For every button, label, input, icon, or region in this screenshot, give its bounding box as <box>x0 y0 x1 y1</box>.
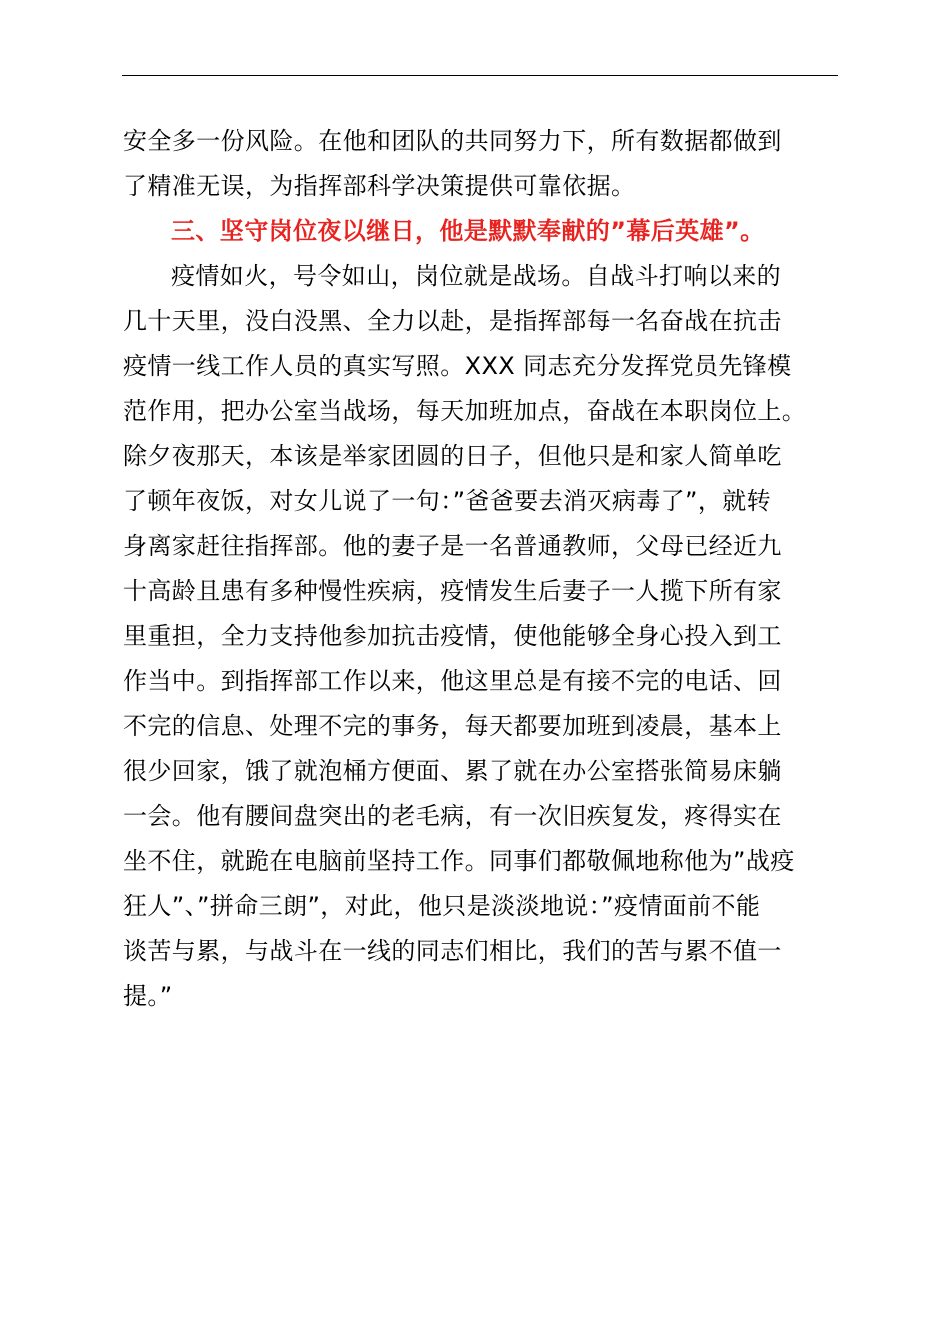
body-text-line: 里重担，全力支持他参加抗击疫情，使他能够全身心投入到工 <box>123 622 782 650</box>
body-text-line: 身离家赶往指挥部。他的妻子是一名普通教师，父母已经近九 <box>123 532 782 560</box>
body-text-line: 了精准无误，为指挥部科学决策提供可靠依据。 <box>123 172 636 200</box>
body-text-line: 范作用，把办公室当战场，每天加班加点，奋战在本职岗位上。 <box>123 397 807 425</box>
body-text-line: 除夕夜那天，本该是举家团圆的日子，但他只是和家人简单吃 <box>123 442 782 470</box>
body-text-line: 几十天里，没白没黑、全力以赴，是指挥部每一名奋战在抗击 <box>123 307 782 335</box>
body-text-line: 一会。他有腰间盘突出的老毛病，有一次旧疾复发，疼得实在 <box>123 802 782 830</box>
body-text-line: 作当中。到指挥部工作以来，他这里总是有接不完的电话、回 <box>123 667 782 695</box>
header-rule <box>122 75 838 76</box>
body-text-line: 安全多一份风险。在他和团队的共同努力下，所有数据都做到 <box>123 127 782 155</box>
body-text-line: 坐不住，就跪在电脑前坚持工作。同事们都敬佩地称他为”战疫 <box>123 847 795 875</box>
body-text-line: 提。” <box>123 982 173 1010</box>
body-text-line: 谈苦与累，与战斗在一线的同志们相比，我们的苦与累不值一 <box>123 937 782 965</box>
body-text-line: 狂人”、”拼命三朗”，对此，他只是淡淡地说：”疫情面前不能 <box>123 892 761 920</box>
body-text-line: 十高龄且患有多种慢性疾病，疫情发生后妻子一人揽下所有家 <box>123 577 782 605</box>
body-text-line: 很少回家，饿了就泡桶方便面、累了就在办公室搭张简易床躺 <box>123 757 782 785</box>
section-heading: 三、坚守岗位夜以继日，他是默默奉献的”幕后英雄”。 <box>171 217 765 245</box>
body-text-line: 不完的信息、处理不完的事务，每天都要加班到凌晨，基本上 <box>123 712 782 740</box>
body-text-line: 疫情一线工作人员的真实写照。XXX 同志充分发挥党员先锋模 <box>123 352 792 380</box>
body-text-line: 了顿年夜饭，对女儿说了一句：”爸爸要去消灭病毒了”，就转 <box>123 487 772 515</box>
paragraph-first-line: 疫情如火，号令如山，岗位就是战场。自战斗打响以来的 <box>171 262 781 290</box>
